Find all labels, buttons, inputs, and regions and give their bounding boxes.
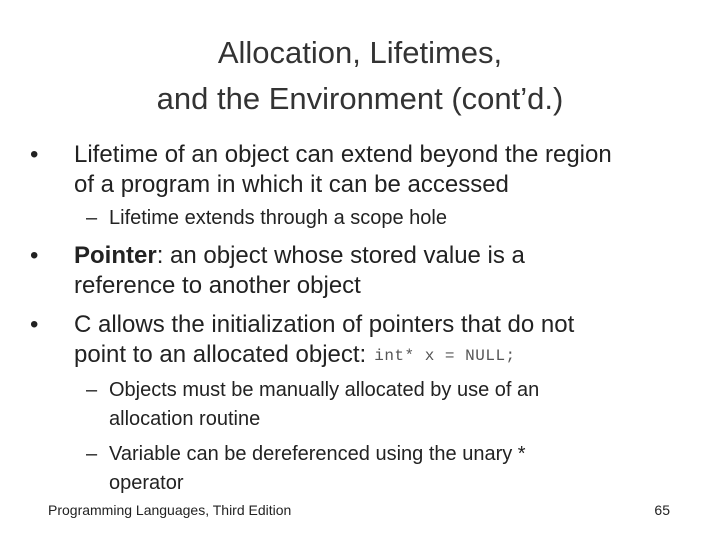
subbullet-text-line: Lifetime extends through a scope hole bbox=[109, 207, 447, 229]
title-line-2: and the Environment (cont’d.) bbox=[156, 81, 564, 116]
bold-term: Pointer bbox=[74, 242, 157, 269]
footer-book-title: Programming Languages, Third Edition bbox=[48, 502, 292, 518]
bullet-text-line: Lifetime of an object can extend beyond the region bbox=[74, 141, 612, 168]
bullet-text-line: reference to another object bbox=[74, 272, 361, 299]
slide-title bbox=[60, 30, 660, 122]
subbullet-text-line: operator bbox=[109, 472, 184, 494]
subbullet-marker: – bbox=[86, 207, 98, 229]
subbullet-marker: – bbox=[86, 443, 98, 465]
bullet-text-line: C allows the initialization of pointers that do not bbox=[74, 311, 575, 338]
subbullet-text-line: allocation routine bbox=[109, 408, 261, 430]
code-snippet: int* x = NULL; bbox=[374, 347, 516, 365]
subbullet-text-line: Variable can be dereferenced using the unary * bbox=[109, 443, 526, 465]
subbullet-marker: – bbox=[86, 379, 98, 401]
bullet-marker: • bbox=[30, 311, 39, 338]
subbullet-text-line: Objects must be manually allocated by use of an bbox=[109, 379, 540, 401]
bullet-marker: • bbox=[30, 141, 39, 168]
page-number: 65 bbox=[654, 502, 670, 518]
bullet-text-line bbox=[74, 241, 694, 271]
bullet-text-part: point to an allocated object: bbox=[74, 341, 367, 368]
bullet-text-rest: : an object whose stored value is a bbox=[156, 242, 525, 269]
title-line-1: Allocation, Lifetimes, bbox=[217, 35, 503, 70]
bullet-text-line: of a program in which it can be accessed bbox=[74, 171, 509, 198]
bullet-marker: • bbox=[30, 242, 39, 269]
bullet-text-line bbox=[74, 340, 694, 371]
